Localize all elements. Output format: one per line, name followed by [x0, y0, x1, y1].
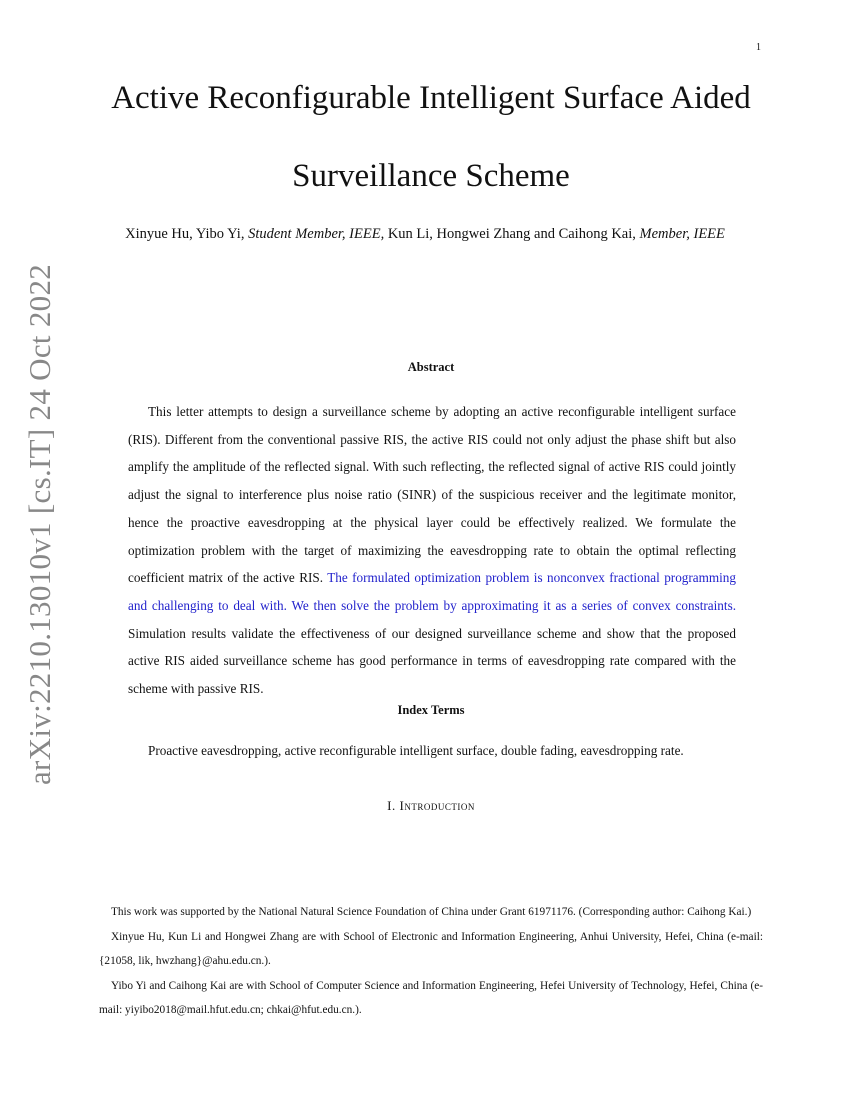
authors-affil-2: Member, IEEE [639, 226, 725, 242]
paper-title-line-2: Surveillance Scheme [292, 158, 570, 194]
authors-affil-1: Student Member, IEEE, [248, 226, 385, 242]
abstract-part-1: This letter attempts to design a surveillance scheme by adopting an active reconfigurable intelligent surface (RIS). Different from the conventional passive RIS, the active RIS could not only adjust the phase shift but also amplify the amplitude of the reflected signal. With such reflecting, the reflected signal of active RIS could jointly adjust the signal to interference plus noise ratio (SINR) of the suspicious receiver and the legitimate monitor, hence the proactive eavesdropping at the physical layer could be effectively realized. We formulate the optimization problem with the target of maximizing the eavesdropping rate to obtain the optimal reflecting coefficient matrix of the active RIS. [128, 404, 736, 586]
footnote-affiliation-2: Yibo Yi and Caihong Kai are with School of Computer Science and Information Engineering, Hefei University of Technology, Hefei, China (e-mail: yiyibo2018@mail.hfut.edu.cn; chkai@hfut.edu.cn.). [99, 979, 763, 1016]
footnotes [99, 900, 763, 1023]
footnote-affiliation-1: Xinyue Hu, Kun Li and Hongwei Zhang are with School of Electronic and Information Engineering, Anhui University, Hefei, China (e-mail: {21058, lik, hwzhang}@ahu.edu.cn.). [99, 930, 763, 967]
authors-1: Xinyue Hu, Yibo Yi, [125, 226, 249, 242]
index-terms-heading: Index Terms [397, 703, 465, 717]
abstract-part-3: Simulation results validate the effectiveness of our designed surveillance scheme and show that the proposed active RIS aided surveillance scheme has good performance in terms of eavesdropping rate compared with the scheme with passive RIS. [128, 625, 736, 697]
abstract-heading: Abstract [407, 360, 455, 374]
author-list [0, 226, 850, 243]
arxiv-stamp: arXiv:2210.13010v1 [cs.IT] 24 Oct 2022 [22, 263, 57, 785]
abstract-highlighted: The formulated optimization problem is nonconvex fractional programming and challenging to deal with. We then solve the problem by approximating it as a series of convex constraints. [128, 570, 736, 613]
footnote-funding: This work was supported by the National Natural Science Foundation of China under Grant 61971176. (Corresponding author: Caihong Kai.) [111, 906, 752, 918]
page-number: 1 [756, 42, 761, 53]
paper-title-line-1: Active Reconfigurable Intelligent Surface Aided [111, 80, 751, 116]
section-heading-introduction: I. Introduction [387, 798, 475, 813]
authors-2: Kun Li, Hongwei Zhang and Caihong Kai, [384, 226, 640, 242]
index-terms: Proactive eavesdropping, active reconfigurable intelligent surface, double fading, eavesdropping rate. [148, 743, 684, 758]
abstract-text [128, 398, 736, 703]
